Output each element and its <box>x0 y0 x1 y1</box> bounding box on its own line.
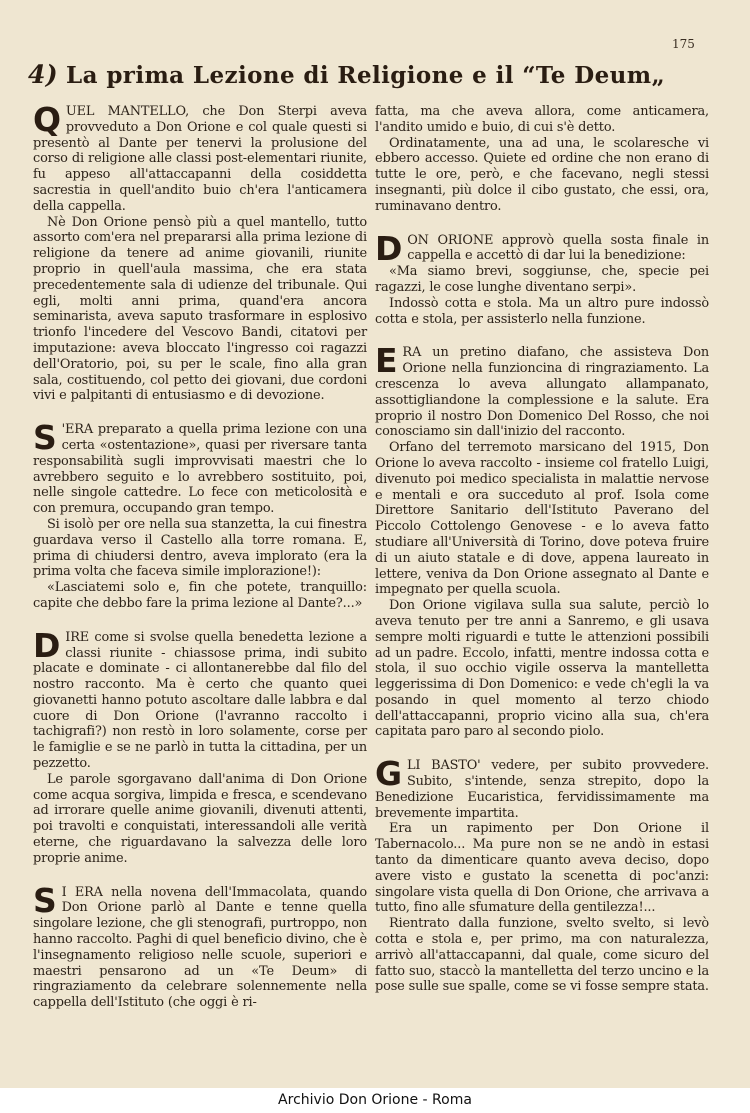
paragraph: Ordinatamente, una ad una, le scolaresche vi ebbero accesso. Quiete ed ordine che non erano di tutte le ore, però, e che facevano, negli stessi insegnanti, più dolce il cibo gustato, che essi, ora, ruminavano dentro. <box>375 135 709 214</box>
paragraph: Nè Don Orione pensò più a quel mantello, tutto assorto com'era nel prepararsi alla prima lezione di religione da tenere ad anime giovanili, riunite proprio in quell'aula massima, che era stata precedentemente sala di udienze del tribunale. Qui egli, molti anni prima, quand'era ancora seminarista, aveva saputo trasformare in esplosivo trionfo l'incedere del Vescovo Bandi, citatovi per imputazione: aveva bloccato l'ingresso coi ragazzi dell'Oratorio, poi, su per le scale, fino alla gran sala, costituendo, col petto dei giovani, due cordoni vivi e palpitanti di entusiasmo e di devozione. <box>33 214 367 404</box>
paragraph: ERA un pretino diafano, che assisteva Don Orione nella funzioncina di ringraziamento. La crescenza lo aveva allungato allampanato, assottigliandone la complessione e la salute. Era proprio il nostro Don Domenico Del Rosso, che noi conosciamo sin dall'inizio del racconto. <box>375 341 709 440</box>
paragraph: Era un rapimento per Don Orione il Tabernacolo... Ma pure non se ne andò in estasi tanto da dimenticare quanto aveva deciso, dopo avere visto e gustato la scenetta di poc'anzi: singolare vista quella di Don Orione, che arrivava a tutto, fino alle sfumature della gentilezza!... <box>375 821 709 916</box>
drop-cap: D <box>375 228 403 268</box>
paragraph: S 'ERA preparato a quella prima lezione con una certa «ostentazione», quasi per riversare tanta responsabilità sugli improvvisati maestri che lo avrebbero seguito e lo avrebbero sostituito, poi, nelle singole cattedre. Lo fece con meticolosità e con premura, occupando gran tempo. <box>33 418 367 517</box>
paragraph: Rientrato dalla funzione, svelto svelto, si levò cotta e stola e, per primo, ma con naturalezza, arrivò all'attaccapanni, dal quale, come sicuro del fatto suo, staccò la mantelletta del terzo uncino e la pose sulle sue spalle, come se vi fosse sempre stata. <box>375 916 709 995</box>
drop-cap: S <box>33 880 57 920</box>
paragraph: «Ma siamo brevi, soggiunse, che, specie pei ragazzi, le cose lunghe diventano serpi». <box>375 264 709 295</box>
paragraph: «Lasciatemi solo e, fin che potete, tranquillo: capite che debbo fare la prima lezione al Dante?...» <box>33 580 367 611</box>
drop-cap: E <box>375 341 398 381</box>
paragraph: Indossò cotta e stola. Ma un altro pure indossò cotta e stola, per assisterlo nella funzione. <box>375 295 709 327</box>
drop-cap: S <box>33 418 57 458</box>
paragraph: Orfano del terremoto marsicano del 1915, Don Orione lo aveva raccolto - insieme col fratello Luigi, divenuto poi medico specialista in malattie nervose e mentali e ora succeduto al prof. Isola come Direttore Sanitario dell'Istituto Paverano del Piccolo Cottolengo Genovese - e lo aveva fatto studiare all'Università di Torino, dove poteva fruire di un aiuto statale e di dove, appena laureato in lettere, veniva da Don Orione assegnato al Dante e impegnato per quella scuola. <box>375 440 709 598</box>
paragraph: DON ORIONE approvò quella sosta finale in cappella e accettò di dar lui la benedizione: <box>375 228 709 268</box>
archive-footer: Archivio Don Orione - Roma <box>0 1088 750 1113</box>
left-column <box>33 100 367 1011</box>
chapter-title <box>28 60 728 89</box>
drop-cap: Q <box>33 100 61 139</box>
paragraph: fatta, ma che aveva allora, come anticamera, l'andito umido e buio, di cui s'è detto. <box>375 104 709 135</box>
paragraph: Don Orione vigilava sulla sua salute, perciò lo aveva tenuto per tre anni a Sanremo, e gli usava sempre molti riguardi e tutte le attenzioni possibili ad un padre. Eccolo, infatti, mentre indossa cotta e stola, il suo occhio vigile osserva la mantelletta leggerissima di Don Domenico: e vede ch'egli la va posando in quel momento al terzo chiodo dell'attaccapanni, proprio vicino alla sua, ch'era capitata paro paro al secondo piolo. <box>375 598 709 740</box>
page-number: 175 <box>672 37 695 51</box>
paragraph: Si isolò per ore nella sua stanzetta, la cui finestra guardava verso il Castello alla torre romana. E, prima di chiudersi dentro, aveva implorato (era la prima volta che faceva simile implorazione!): <box>33 516 367 580</box>
paragraph: GLI BASTO' vedere, per subito provvedere. Subito, s'intende, senza strepito, dopo la Benedizione Eucaristica, fervidissimamente ma brevemente impartita. <box>375 754 709 821</box>
drop-cap: G <box>375 754 402 794</box>
drop-cap: D <box>33 625 61 665</box>
paragraph: Le parole sgorgavano dall'anima di Don Orione come acqua sorgiva, limpida e fresca, e scendevano ad irrorare quelle anime giovanili, divenuti attenti, poi travolti e conquistati, interessandoli alle verità eterne, che riguardavano la salvezza delle loro proprie anime. <box>33 771 367 866</box>
chapter-title-text: La prima Lezione di Religione e il “Te Deum„ <box>66 62 666 89</box>
paragraph: S I ERA nella novena dell'Immacolata, quando Don Orione parlò al Dante e tenne quella singolare lezione, che gli stenografi, purtroppo, non hanno raccolto. Paghi di quel beneficio divino, che è l'insegnamento religioso nelle scuole, superiori e maestri pensarono ad un «Te Deum» di ringraziamento da celebrare solennemente nella cappella dell'Istituto (che oggi è ri- <box>33 880 367 1011</box>
paragraph: QUEL MANTELLO, che Don Sterpi aveva provveduto a Don Orione e col quale questi si presentò al Dante per tenervi la prolusione del corso di religione alle classi post-elementari riunite, fu appeso all'attaccapanni della cosiddetta sacrestia in quell'andito buio ch'era l'anticamera della cappella. <box>33 100 367 214</box>
right-column <box>375 104 709 995</box>
chapter-number: 4) <box>28 60 59 89</box>
paragraph: DIRE come si svolse quella benedetta lezione a classi riunite - chiassose prima, indi subito placate e dominate - ci allontanerebbe dal filo del nostro racconto. Ma è certo che quanto quei giovanetti hanno potuto ascoltare dalle labbra e dal cuore di Don Orione (l'avranno raccolto i tachigrafi?) non restò in loro solamente, corse per le famiglie e se ne parlò in tutta la cittadina, per un pezzetto. <box>33 625 367 772</box>
